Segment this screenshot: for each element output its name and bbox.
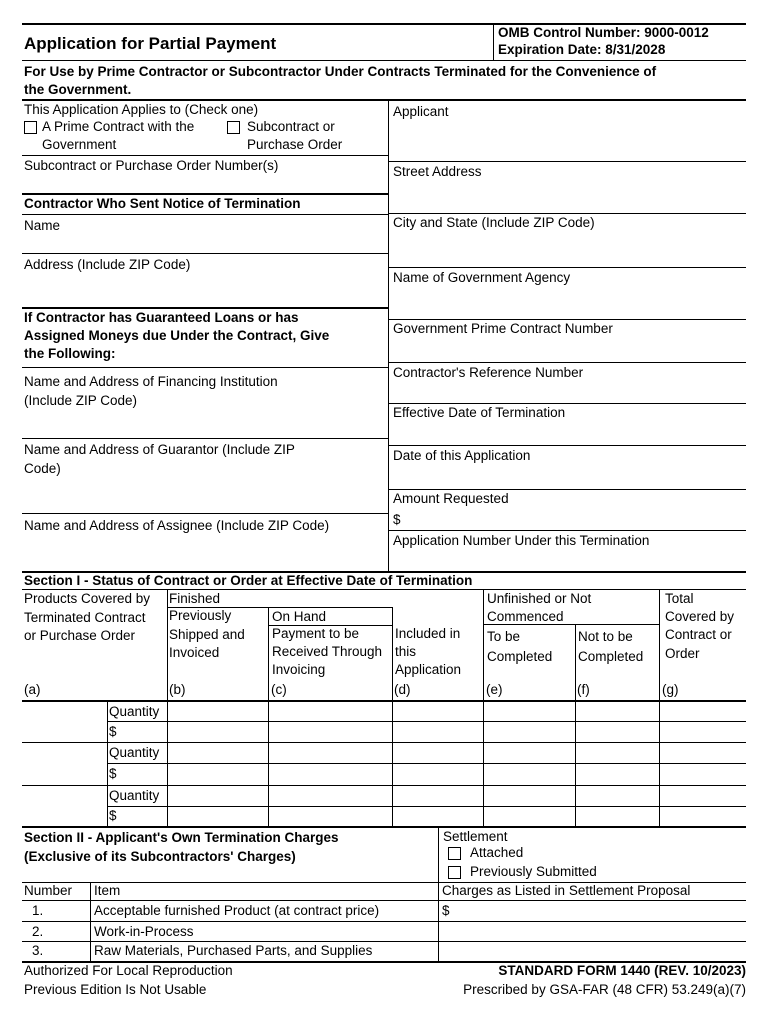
col-letter-e: (e) [486, 682, 503, 697]
rule [388, 403, 746, 404]
rule [388, 267, 746, 268]
charge-field[interactable] [442, 943, 742, 959]
previously-submitted-label: Previously Submitted [470, 864, 597, 879]
col-c-header-1: Payment to be [272, 626, 360, 641]
col-g-header-4: Order [665, 646, 700, 661]
row-label-dollar: $ [109, 808, 117, 823]
row-label-quantity: Quantity [109, 704, 160, 719]
attached-label: Attached [470, 845, 524, 860]
col-d-header-3: Application [395, 662, 462, 677]
subcontract-checkbox[interactable] [227, 121, 240, 134]
government-agency-field[interactable]: Name of Government Agency [393, 270, 571, 285]
rule [388, 362, 746, 363]
prime-contract-label-2: Government [42, 137, 117, 152]
col-c-header-2: Received Through [272, 644, 383, 659]
footer-previous-edition: Previous Edition Is Not Usable [24, 982, 207, 997]
section2-top-rule [22, 826, 746, 828]
col-b-header-1: Previously [169, 608, 232, 623]
col-charges-header: Charges as Listed in Settlement Proposal [442, 883, 691, 898]
rule [22, 589, 746, 590]
contractor-address-field[interactable]: Address (Include ZIP Code) [24, 257, 191, 272]
subcontract-label-2: Purchase Order [247, 137, 343, 152]
col-g-header-1: Total [665, 591, 694, 606]
center-divider [388, 100, 389, 572]
col-letter-f: (f) [577, 682, 590, 697]
col-a-header-3: or Purchase Order [24, 628, 136, 643]
rule [388, 161, 746, 162]
item-label: Raw Materials, Purchased Parts, and Supplies [94, 943, 373, 958]
application-date-field[interactable]: Date of this Application [393, 448, 531, 463]
financing-institution-field[interactable]: Name and Address of Financing Institution [24, 374, 278, 389]
col-d-header-1: Included in [395, 626, 461, 641]
previously-submitted-checkbox[interactable] [448, 866, 461, 879]
rule [388, 213, 746, 214]
guaranteed-heading-1: If Contractor has Guaranteed Loans or has [24, 310, 299, 325]
section2-heading-2: (Exclusive of its Subcontractors' Charges) [24, 849, 296, 864]
rule [388, 445, 746, 446]
rule [22, 155, 388, 156]
unfinished-header-2: Commenced [487, 609, 564, 624]
use-line-2: the Government. [24, 82, 132, 97]
rule [22, 921, 746, 922]
contractor-reference-field[interactable]: Contractor's Reference Number [393, 365, 584, 380]
col-letter-d: (d) [394, 682, 411, 697]
omb-divider [493, 24, 494, 60]
col-a-header-2: Terminated Contract [24, 610, 146, 625]
charge-field[interactable] [442, 924, 742, 940]
assignee-field[interactable]: Name and Address of Assignee (Include ZIP Code) [24, 518, 330, 533]
footer-reproduction: Authorized For Local Reproduction [24, 963, 233, 978]
col-divider [483, 590, 484, 826]
amount-requested-field[interactable]: Amount Requested [393, 491, 509, 506]
item-label: Acceptable furnished Product (at contract price) [94, 903, 380, 918]
prime-contract-number-field[interactable]: Government Prime Contract Number [393, 321, 613, 336]
applicant-field[interactable]: Applicant [393, 104, 449, 119]
col-letter-a: (a) [24, 682, 41, 697]
charge-field[interactable]: $ [442, 903, 450, 918]
upper-rule [22, 99, 746, 101]
guarantor-label-2: Code) [24, 461, 61, 476]
col-divider [167, 590, 168, 826]
row-label-dollar: $ [109, 766, 117, 781]
rule [22, 941, 746, 942]
rule [22, 742, 746, 743]
section1-heading: Section I - Status of Contract or Order at Effective Date of Termination [24, 573, 473, 588]
rule [22, 900, 746, 901]
col-e-header-1: To be [487, 629, 521, 644]
attached-checkbox[interactable] [448, 847, 461, 860]
col-letter-c: (c) [271, 682, 287, 697]
application-number-field[interactable]: Application Number Under this Termination [393, 533, 650, 548]
unfinished-header-1: Unfinished or Not [487, 591, 592, 606]
col-b-header-3: Invoiced [169, 645, 220, 660]
col-g-header-3: Contract or [665, 627, 732, 642]
effective-date-field[interactable]: Effective Date of Termination [393, 405, 566, 420]
col-b-header-2: Shipped and [169, 627, 245, 642]
rule [388, 530, 746, 531]
col-letter-b: (b) [169, 682, 186, 697]
rule [107, 806, 746, 807]
guarantor-field[interactable]: Name and Address of Guarantor (Include ZIP [24, 442, 295, 457]
col-f-header-1: Not to be [578, 629, 633, 644]
guaranteed-heading-2: Assigned Moneys due Under the Contract, Give [24, 328, 330, 343]
col-divider [575, 624, 576, 826]
col-divider [659, 590, 660, 826]
form-title: Application for Partial Payment [24, 34, 277, 53]
rule [388, 319, 746, 320]
row-label-quantity: Quantity [109, 745, 160, 760]
notice-contractor-heading: Contractor Who Sent Notice of Termination [24, 196, 301, 211]
rule [107, 763, 746, 764]
col-d-header-2: this [395, 644, 417, 659]
col-g-header-2: Covered by [665, 609, 735, 624]
number-divider [90, 882, 91, 962]
rule [22, 367, 388, 368]
financing-institution-label-2: (Include ZIP Code) [24, 393, 138, 408]
rule [22, 193, 388, 195]
subcontract-label-1: Subcontract or [247, 119, 335, 134]
settlement-label: Settlement [443, 829, 508, 844]
use-line-1: For Use by Prime Contractor or Subcontractor Under Contracts Terminated for the Convenience of [24, 64, 657, 79]
section1-data-rule [22, 700, 746, 702]
expiration-date: Expiration Date: 8/31/2028 [498, 42, 666, 57]
city-state-field[interactable]: City and State (Include ZIP Code) [393, 215, 595, 230]
street-address-field[interactable]: Street Address [393, 164, 482, 179]
prime-contract-checkbox[interactable] [24, 121, 37, 134]
section2-heading-1: Section II - Applicant's Own Termination Charges [24, 830, 339, 845]
item-number: 3. [32, 943, 44, 958]
po-number-field[interactable]: Subcontract or Purchase Order Number(s) [24, 158, 279, 173]
contractor-name-field[interactable]: Name [24, 218, 61, 233]
col-divider [268, 607, 269, 826]
form-identifier: STANDARD FORM 1440 (REV. 10/2023) [498, 963, 746, 978]
prime-contract-label-1: A Prime Contract with the [42, 119, 195, 134]
header-rule [22, 60, 746, 61]
rule [22, 438, 388, 439]
amount-dollar-sign: $ [393, 512, 401, 527]
omb-number: OMB Control Number: 9000-0012 [498, 25, 709, 40]
rule [22, 513, 388, 514]
col-c-header-3: Invoicing [272, 662, 326, 677]
applies-to-label: This Application Applies to (Check one) [24, 102, 259, 117]
guaranteed-heading-3: the Following: [24, 346, 116, 361]
rule [388, 489, 746, 490]
col-a-header-1: Products Covered by [24, 591, 151, 606]
prescribed-by: Prescribed by GSA-FAR (48 CFR) 53.249(a)(7) [463, 982, 746, 997]
col-item-header: Item [94, 883, 121, 898]
col-number-header: Number [24, 883, 73, 898]
col-e-header-2: Completed [487, 649, 553, 664]
on-hand-header: On Hand [272, 609, 327, 624]
row-label-dollar: $ [109, 724, 117, 739]
col-f-header-2: Completed [578, 649, 644, 664]
rule [22, 214, 388, 215]
finished-header: Finished [169, 591, 221, 606]
rule [107, 721, 746, 722]
rule [22, 785, 746, 786]
col-divider [392, 607, 393, 826]
item-label: Work-in-Process [94, 924, 194, 939]
row-label-quantity: Quantity [109, 788, 160, 803]
rule [22, 253, 388, 254]
item-number: 2. [32, 924, 44, 939]
item-number: 1. [32, 903, 44, 918]
col-letter-g: (g) [662, 682, 679, 697]
rule [22, 307, 388, 309]
